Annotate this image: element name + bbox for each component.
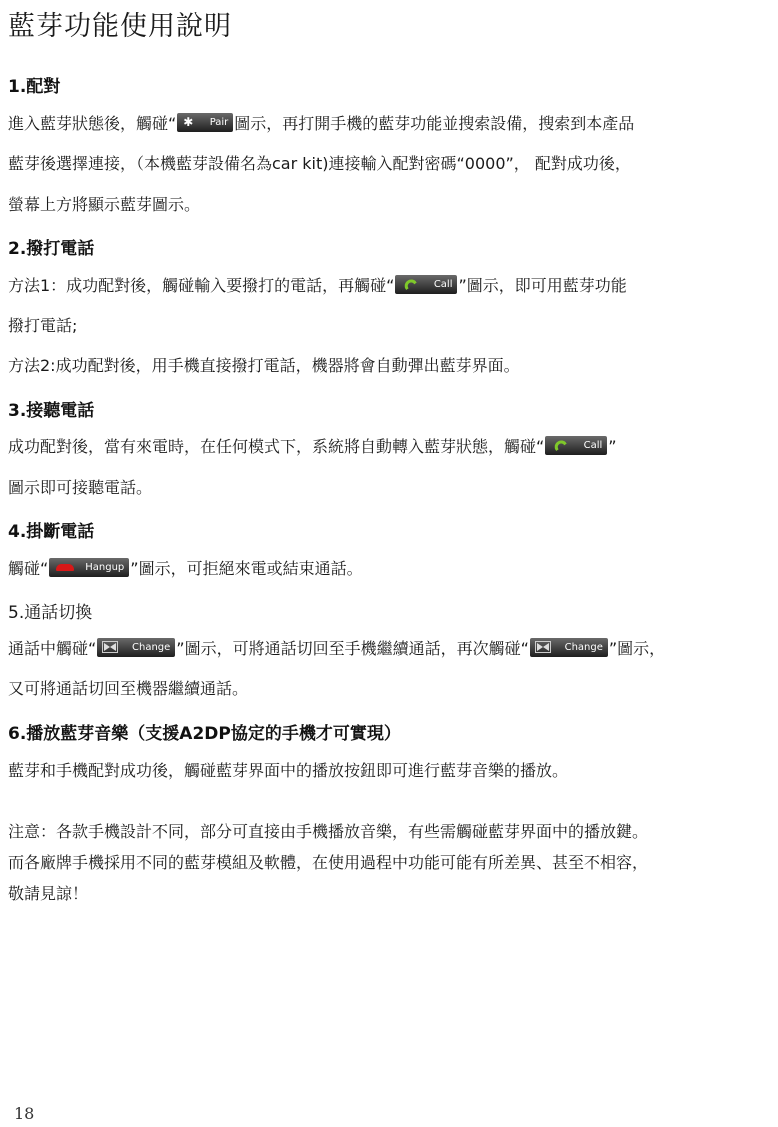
hangup-phone-icon [56, 564, 74, 571]
change-button-graphic [530, 638, 608, 657]
call-button-graphic [395, 275, 457, 294]
page-title: 藍芽功能使用說明 [8, 11, 232, 42]
switch-line-2: 又可將通話切回至機器繼續通話。 [8, 679, 249, 698]
call-button-label: Call [583, 440, 603, 451]
switch-line-1-mid: ”圖示，可將通話切回至手機繼續通話，再次觸碰“ [176, 639, 529, 658]
call-button-graphic [545, 436, 607, 455]
change-button-label: Change [564, 642, 603, 653]
call-button-label: Call [433, 279, 453, 290]
bluetooth-icon: ✱ [183, 115, 194, 129]
dial-line-3: 方法2:成功配對後，用手機直接撥打電話，機器將會自動彈出藍芽界面。 [8, 356, 520, 375]
pair-button-graphic [177, 113, 233, 132]
change-button-graphic [97, 638, 175, 657]
answer-line-1-pre: 成功配對後，當有來電時，在任何模式下，系統將自動轉入藍芽狀態，觸碰“ [8, 437, 545, 456]
heading-pair: 1.配對 [8, 77, 61, 97]
answer-line-1 [8, 427, 617, 467]
note-line-1: 注意：各款手機設計不同，部分可直接由手機播放音樂，有些需觸碰藍芽界面中的播放鍵。 [8, 822, 649, 841]
switch-line-1 [8, 629, 665, 669]
pair-line-2: 藍芽後選擇連接，（本機藍芽設備名為car kit)連接輸入配對密碼“0000”， 配對成功後， [8, 154, 631, 173]
pair-line-1-pre: 進入藍芽狀態後，觸碰“ [8, 114, 177, 133]
phone-icon [403, 277, 418, 290]
hangup-line-1 [8, 549, 363, 589]
heading-switch: 5.通話切換 [8, 603, 93, 623]
dial-line-1-post: ”圖示，即可用藍芽功能 [458, 276, 627, 295]
heading-dial: 2.撥打電話 [8, 239, 95, 259]
hangup-line-1-pre: 觸碰“ [8, 559, 49, 578]
switch-icon [535, 641, 551, 653]
answer-line-2: 圖示即可接聽電話。 [8, 478, 153, 497]
hangup-button-label: Hangup [85, 562, 125, 573]
answer-line-1-post: ” [608, 437, 617, 456]
note-line-3: 敬請見諒！ [8, 884, 89, 903]
hangup-button-graphic [49, 558, 129, 577]
dial-line-1-pre: 方法1：成功配對後，觸碰輸入要撥打的電話，再觸碰“ [8, 276, 395, 295]
heading-music: 6.播放藍芽音樂（支援A2DP協定的手機才可實現） [8, 724, 401, 744]
page-number: 18 [14, 1104, 35, 1123]
pair-button-label: Pair [209, 117, 229, 128]
change-button-label: Change [132, 642, 171, 653]
heading-answer: 3.接聽電話 [8, 401, 95, 421]
switch-icon [102, 641, 118, 653]
dial-line-2: 撥打電話; [8, 316, 78, 335]
pair-line-1 [8, 104, 634, 144]
dial-line-1 [8, 266, 627, 306]
music-line-1: 藍芽和手機配對成功後，觸碰藍芽界面中的播放按鈕即可進行藍芽音樂的播放。 [8, 761, 569, 780]
heading-hangup: 4.掛斷電話 [8, 522, 95, 542]
switch-line-1-pre: 通話中觸碰“ [8, 639, 97, 658]
hangup-line-1-post: ”圖示，可拒絕來電或結束通話。 [130, 559, 363, 578]
note-line-2: 而各廠牌手機採用不同的藍芽模組及軟體，在使用過程中功能可能有所差異、甚至不相容， [8, 853, 649, 872]
phone-icon [552, 438, 567, 451]
pair-line-1-post: 圖示，再打開手機的藍芽功能並搜索設備，搜索到本產品 [234, 114, 635, 133]
pair-line-3: 螢幕上方將顯示藍芽圖示。 [8, 195, 201, 214]
switch-line-1-post: ”圖示， [608, 639, 666, 658]
